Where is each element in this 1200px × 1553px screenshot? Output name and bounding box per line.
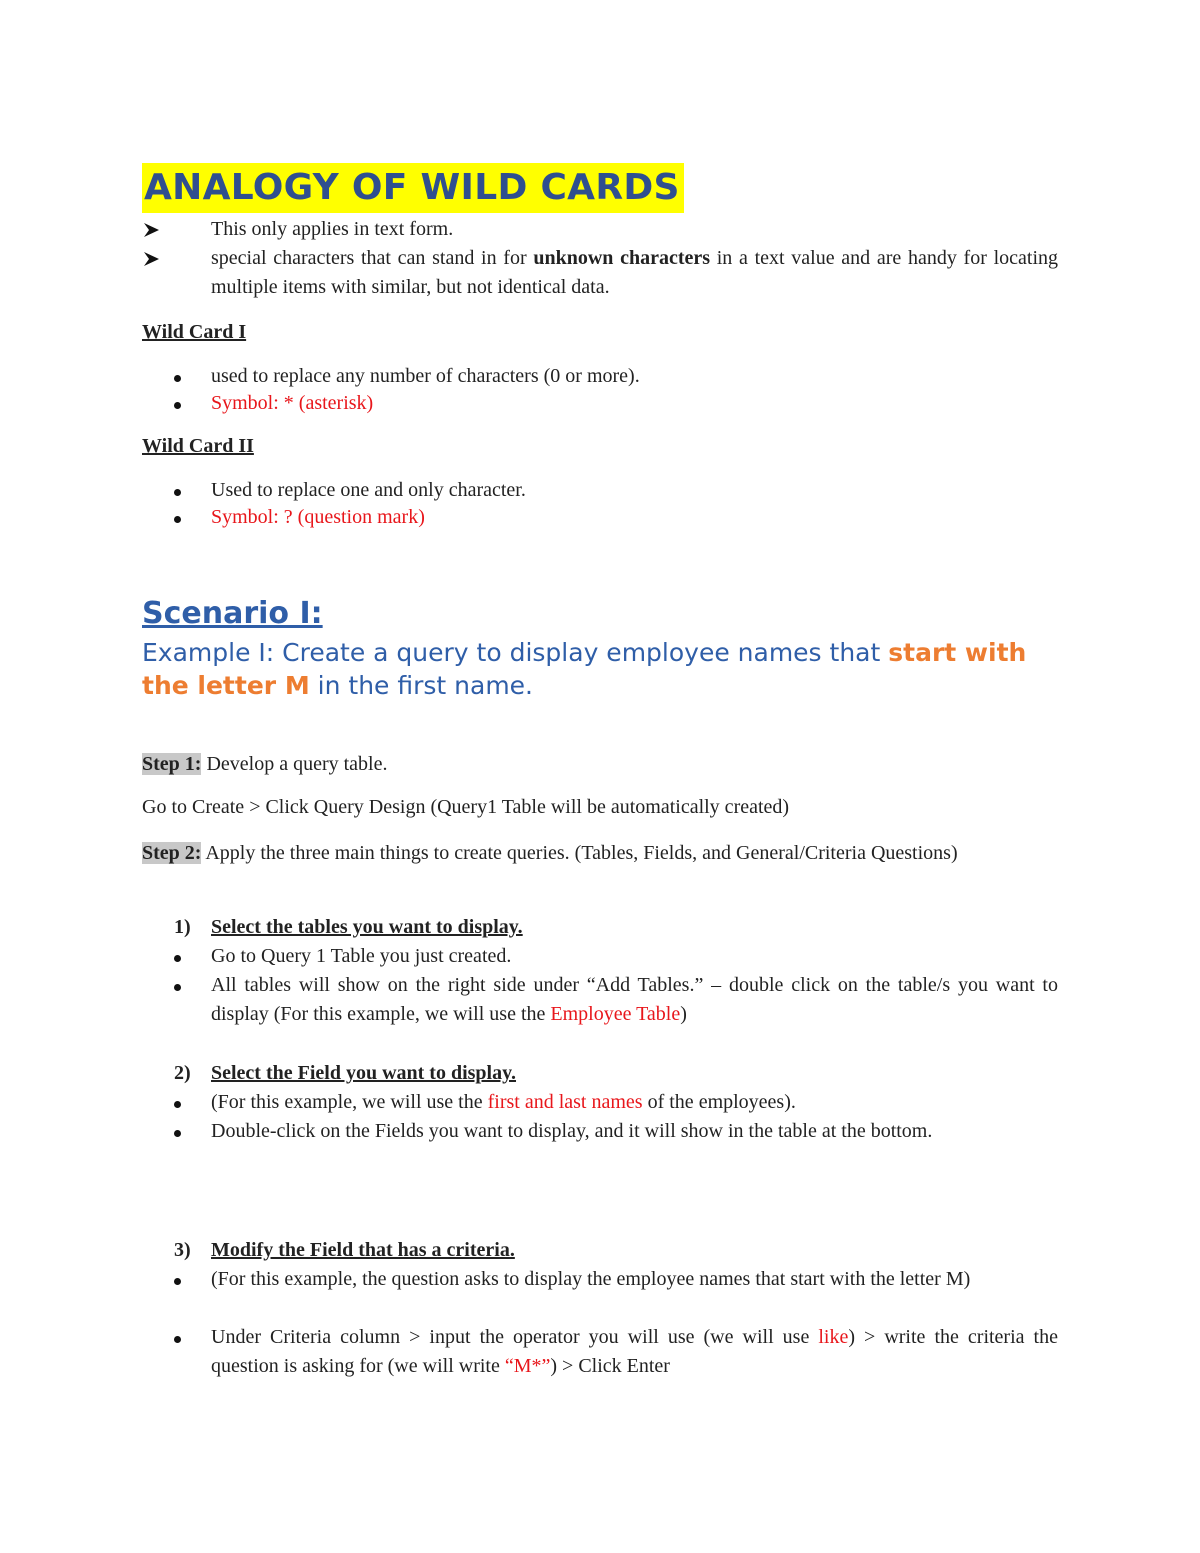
list-item [142, 1265, 1058, 1323]
sub1-bullet: Go to Query 1 Table you just created. [211, 945, 512, 967]
bullet-icon [174, 1265, 184, 1294]
list-item [142, 1117, 1058, 1175]
list-item [142, 1088, 1058, 1117]
list-item [142, 971, 1058, 1029]
step1-label: Step 1: [142, 753, 202, 775]
step2-label: Step 2: [142, 842, 202, 864]
list-item [142, 389, 1058, 418]
sub2-heading: Select the Field you want to display. [211, 1062, 517, 1084]
sub2-bullet: Double-click on the Fields you want to display, and it will show in the table at the bottom. [211, 1120, 933, 1142]
item-number: 1) [174, 916, 191, 938]
intro-item [142, 215, 1058, 244]
scenario-heading: Scenario I: [142, 596, 323, 631]
example-highlight: start with the letter M [142, 638, 1027, 700]
step2-text: Apply the three main things to create queries. (Tables, Fields, and General/Criteria Questions) [201, 842, 958, 864]
list-item [142, 476, 1058, 505]
example-heading: Example I: Create a query to display employee names that start with the letter M in the first name. [142, 638, 1027, 700]
sub2-bullet: (For this example, we will use the first and last names of the employees). [211, 1091, 796, 1113]
bullet-icon [174, 1088, 184, 1117]
numbered-item [142, 913, 1058, 942]
wildcard2-heading: Wild Card II [142, 435, 254, 457]
wildcard1-heading: Wild Card I [142, 321, 247, 343]
bullet-icon [174, 1323, 184, 1352]
step1-text: Develop a query table. [201, 753, 388, 775]
sub3-bullet: (For this example, the question asks to display the employee names that start with the letter M) [211, 1268, 971, 1290]
list-item [142, 362, 1058, 391]
list-item [142, 1323, 1058, 1381]
step1 [142, 750, 388, 779]
numbered-item [142, 1059, 1058, 1088]
wildcard2-desc: Used to replace one and only character. [211, 479, 526, 501]
bullet-icon [174, 476, 184, 505]
sub3-heading: Modify the Field that has a criteria. [211, 1239, 515, 1261]
intro-text: special characters that can stand in for unknown characters in a text value and are handy for locating multiple items with similar, but not identical data. [211, 247, 1058, 298]
intro-text: This only applies in text form. [211, 218, 454, 240]
bullet-icon [174, 1117, 184, 1146]
intro-item [142, 244, 1058, 302]
wildcard1-symbol: Symbol: * (asterisk) [211, 392, 374, 414]
arrow-bullet-icon [142, 244, 172, 278]
bullet-icon [174, 362, 184, 391]
sub1-heading: Select the tables you want to display. [211, 916, 523, 938]
step1-instruction: Go to Create > Click Query Design (Query1 Table will be automatically created) [142, 796, 790, 818]
page-title: ANALOGY OF WILD CARDS [142, 163, 684, 213]
bullet-icon [174, 503, 184, 532]
bullet-icon [174, 389, 184, 418]
list-item [142, 503, 1058, 532]
numbered-item [142, 1236, 1058, 1265]
sub1-bullet: All tables will show on the right side under “Add Tables.” – double click on the table/s you want to display (For this example, we will use the Employee Table) [211, 974, 1058, 1025]
wildcard2-symbol: Symbol: ? (question mark) [211, 506, 425, 528]
bullet-icon [174, 942, 184, 971]
wildcard1-desc: used to replace any number of characters (0 or more). [211, 365, 640, 387]
sub3-bullet: Under Criteria column > input the operator you will use (we will use like) > write the criteria the question is asking for (we will write “M*”) > Click Enter [211, 1326, 1058, 1377]
list-item [142, 942, 1058, 971]
bold-term: unknown characters [533, 247, 711, 269]
step2 [142, 839, 1058, 868]
item-number: 3) [174, 1239, 191, 1261]
bullet-icon [174, 971, 184, 1000]
item-number: 2) [174, 1062, 191, 1084]
